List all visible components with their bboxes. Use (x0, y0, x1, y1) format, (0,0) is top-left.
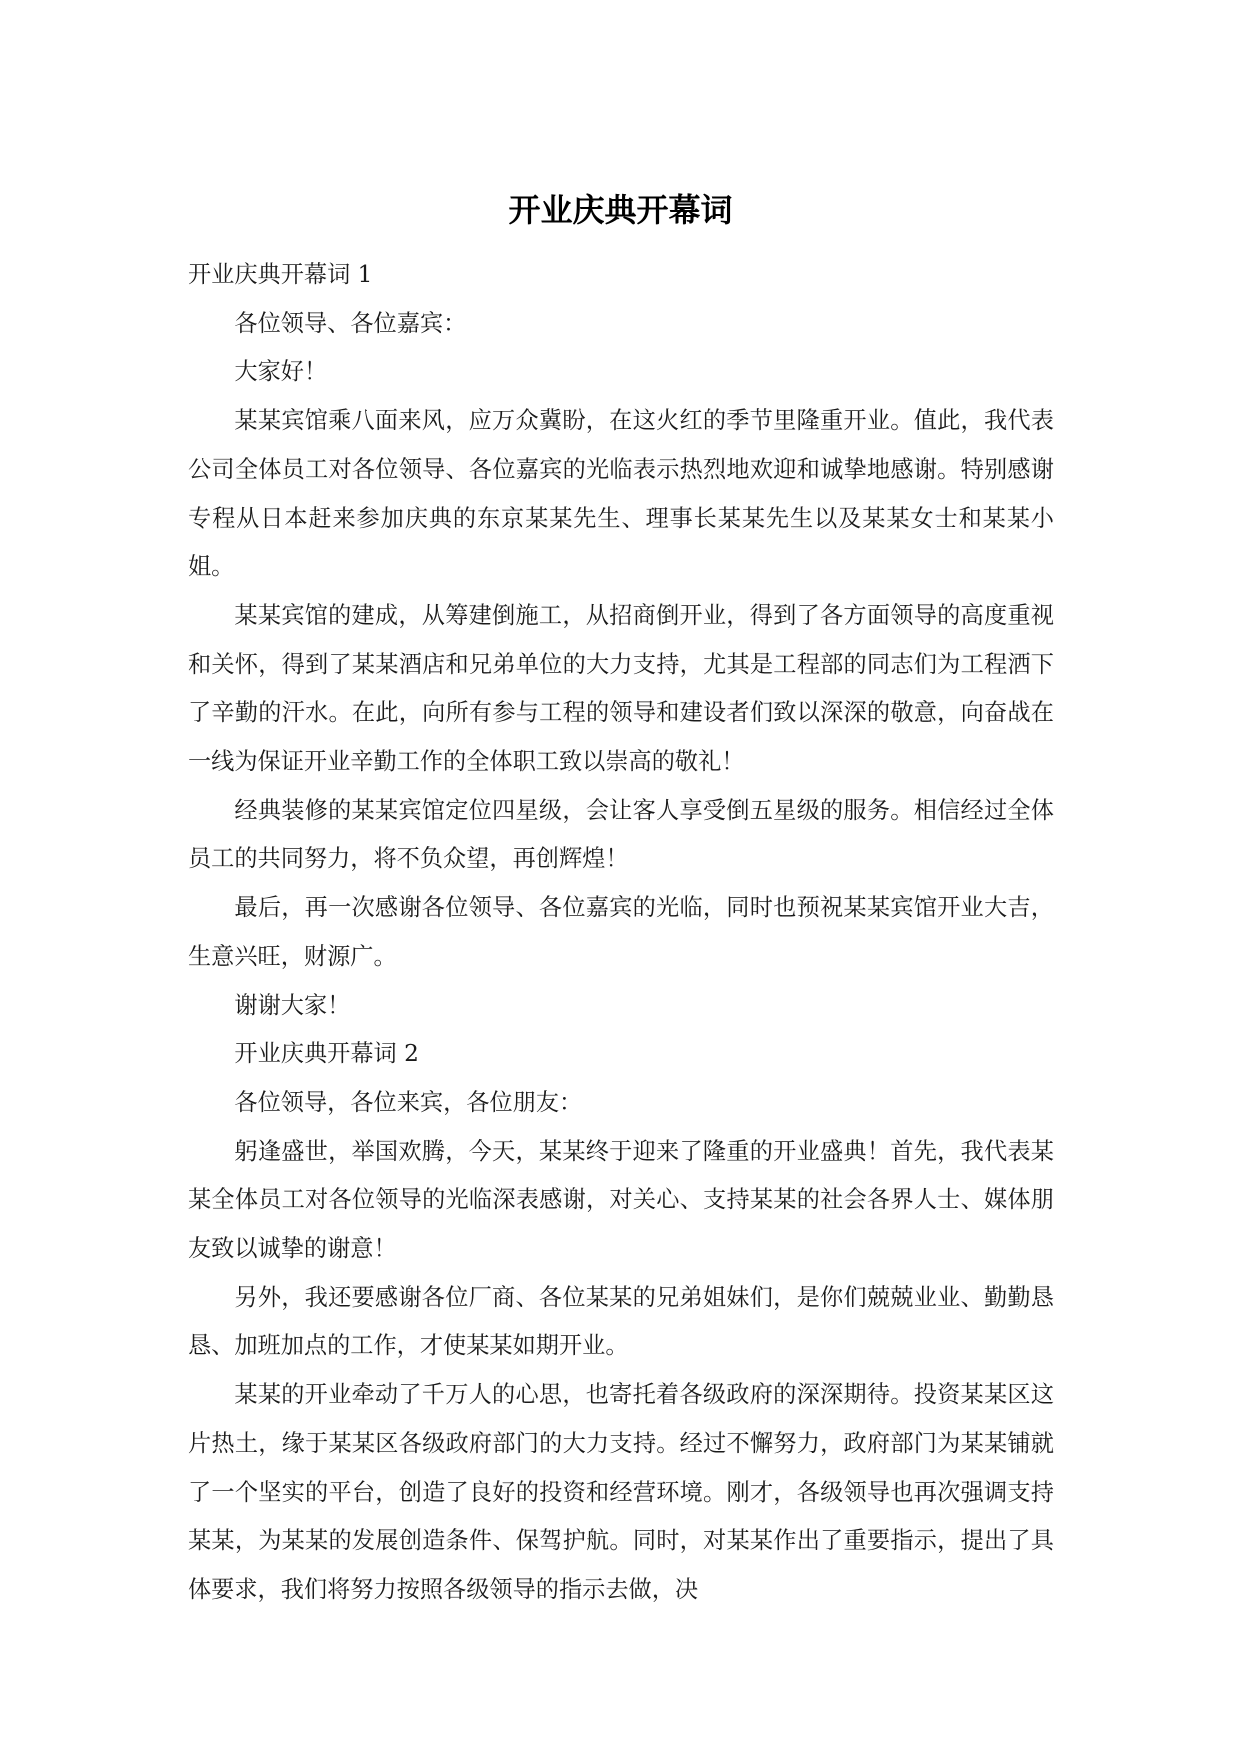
body-paragraph: 另外，我还要感谢各位厂商、各位某某的兄弟姐妹们，是你们兢兢业业、勤勤恳恳、加班加点的工作，才使某某如期开业。 (188, 1283, 1054, 1360)
section-heading-2: 开业庆典开幕词 2 (234, 1040, 419, 1068)
document-title: 开业庆典开幕词 (508, 191, 733, 229)
salutation-paragraph: 各位领导、各位嘉宾： (234, 309, 467, 337)
section-heading-1: 开业庆典开幕词 1 (188, 261, 373, 288)
closing-paragraph: 谢谢大家！ (234, 991, 351, 1019)
body-paragraph: 某某宾馆的建成，从筹建倒施工，从招商倒开业，得到了各方面领导的高度重视和关怀，得到了某某酒店和兄弟单位的大力支持，尤其是工程部的同志们为工程洒下了辛勤的汗水。在此，向所有参与工程的领导和建设者们致以深深的敬意，向奋战在一线为保证开业辛勤工作的全体职工致以崇高的敬礼！ (188, 601, 1054, 776)
body-paragraph: 躬逢盛世，举国欢腾，今天，某某终于迎来了隆重的开业盛典！首先，我代表某某全体员工对各位领导的光临深表感谢，对关心、支持某某的社会各界人士、媒体朋友致以诚挚的谢意！ (188, 1137, 1054, 1263)
body-paragraph: 经典装修的某某宾馆定位四星级，会让客人享受倒五星级的服务。相信经过全体员工的共同努力，将不负众望，再创辉煌！ (188, 796, 1054, 873)
document-body (188, 251, 1054, 1615)
greeting-paragraph: 大家好！ (234, 358, 328, 386)
salutation-paragraph: 各位领导，各位来宾，各位朋友： (234, 1088, 583, 1116)
body-paragraph: 最后，再一次感谢各位领导、各位嘉宾的光临，同时也预祝某某宾馆开业大吉，生意兴旺，财源广。 (188, 894, 1054, 970)
body-paragraph: 某某的开业牵动了千万人的心思，也寄托着各级政府的深深期待。投资某某区这片热土，缘于某某区各级政府部门的大力支持。经过不懈努力，政府部门为某某铺就了一个坚实的平台，创造了良好的投资和经营环境。刚才，各级领导也再次强调支持某某，为某某的发展创造条件、保驾护航。同时，对某某作出了重要指示，提出了具体要求，我们将努力按照各级领导的指示去做，决 (188, 1381, 1054, 1603)
body-paragraph: 某某宾馆乘八面来风，应万众冀盼，在这火红的季节里隆重开业。值此，我代表公司全体员工对各位领导、各位嘉宾的光临表示热烈地欢迎和诚挚地感谢。特别感谢专程从日本赶来参加庆典的东京某某先生、理事长某某先生以及某某女士和某某小姐。 (188, 407, 1054, 581)
